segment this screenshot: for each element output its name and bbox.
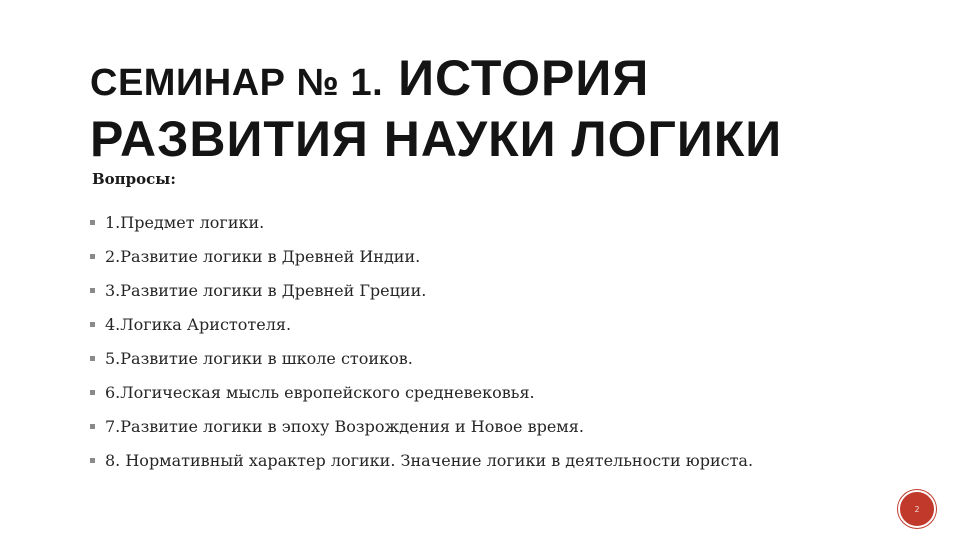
page-number: 2 bbox=[914, 504, 920, 514]
questions-list bbox=[90, 205, 850, 477]
question-item bbox=[90, 239, 850, 273]
question-item bbox=[90, 341, 850, 375]
question-item bbox=[90, 273, 850, 307]
question-item bbox=[90, 409, 850, 443]
question-text: 4.Логика Аристотеля. bbox=[105, 314, 292, 334]
question-text: 1.Предмет логики. bbox=[105, 212, 265, 232]
bullet-icon bbox=[90, 288, 95, 293]
question-text: 7.Развитие логики в эпоху Возрождения и Новое время. bbox=[105, 416, 584, 436]
page-number-badge bbox=[898, 490, 936, 528]
question-item bbox=[90, 375, 850, 409]
bullet-icon bbox=[90, 322, 95, 327]
question-item bbox=[90, 205, 850, 239]
bullet-icon bbox=[90, 424, 95, 429]
bullet-icon bbox=[90, 458, 95, 463]
question-text: 2.Развитие логики в Древней Индии. bbox=[105, 246, 421, 266]
question-text: 3.Развитие логики в Древней Греции. bbox=[105, 280, 427, 300]
slide-title-lead: СЕМИНАР № 1. bbox=[90, 62, 384, 104]
bullet-icon bbox=[90, 390, 95, 395]
question-text: 8. Нормативный характер логики. Значение логики в деятельности юриста. bbox=[105, 450, 754, 470]
questions-heading: Вопросы: bbox=[92, 170, 176, 188]
slide-title-main: ИСТОРИЯ РАЗВИТИЯ НАУКИ ЛОГИКИ bbox=[90, 50, 783, 167]
question-item bbox=[90, 443, 850, 477]
question-item bbox=[90, 307, 850, 341]
question-text: 5.Развитие логики в школе стоиков. bbox=[105, 348, 413, 368]
bullet-icon bbox=[90, 220, 95, 225]
question-text: 6.Логическая мысль европейского средневековья. bbox=[105, 382, 535, 402]
bullet-icon bbox=[90, 254, 95, 259]
bullet-icon bbox=[90, 356, 95, 361]
slide-title bbox=[90, 50, 870, 167]
